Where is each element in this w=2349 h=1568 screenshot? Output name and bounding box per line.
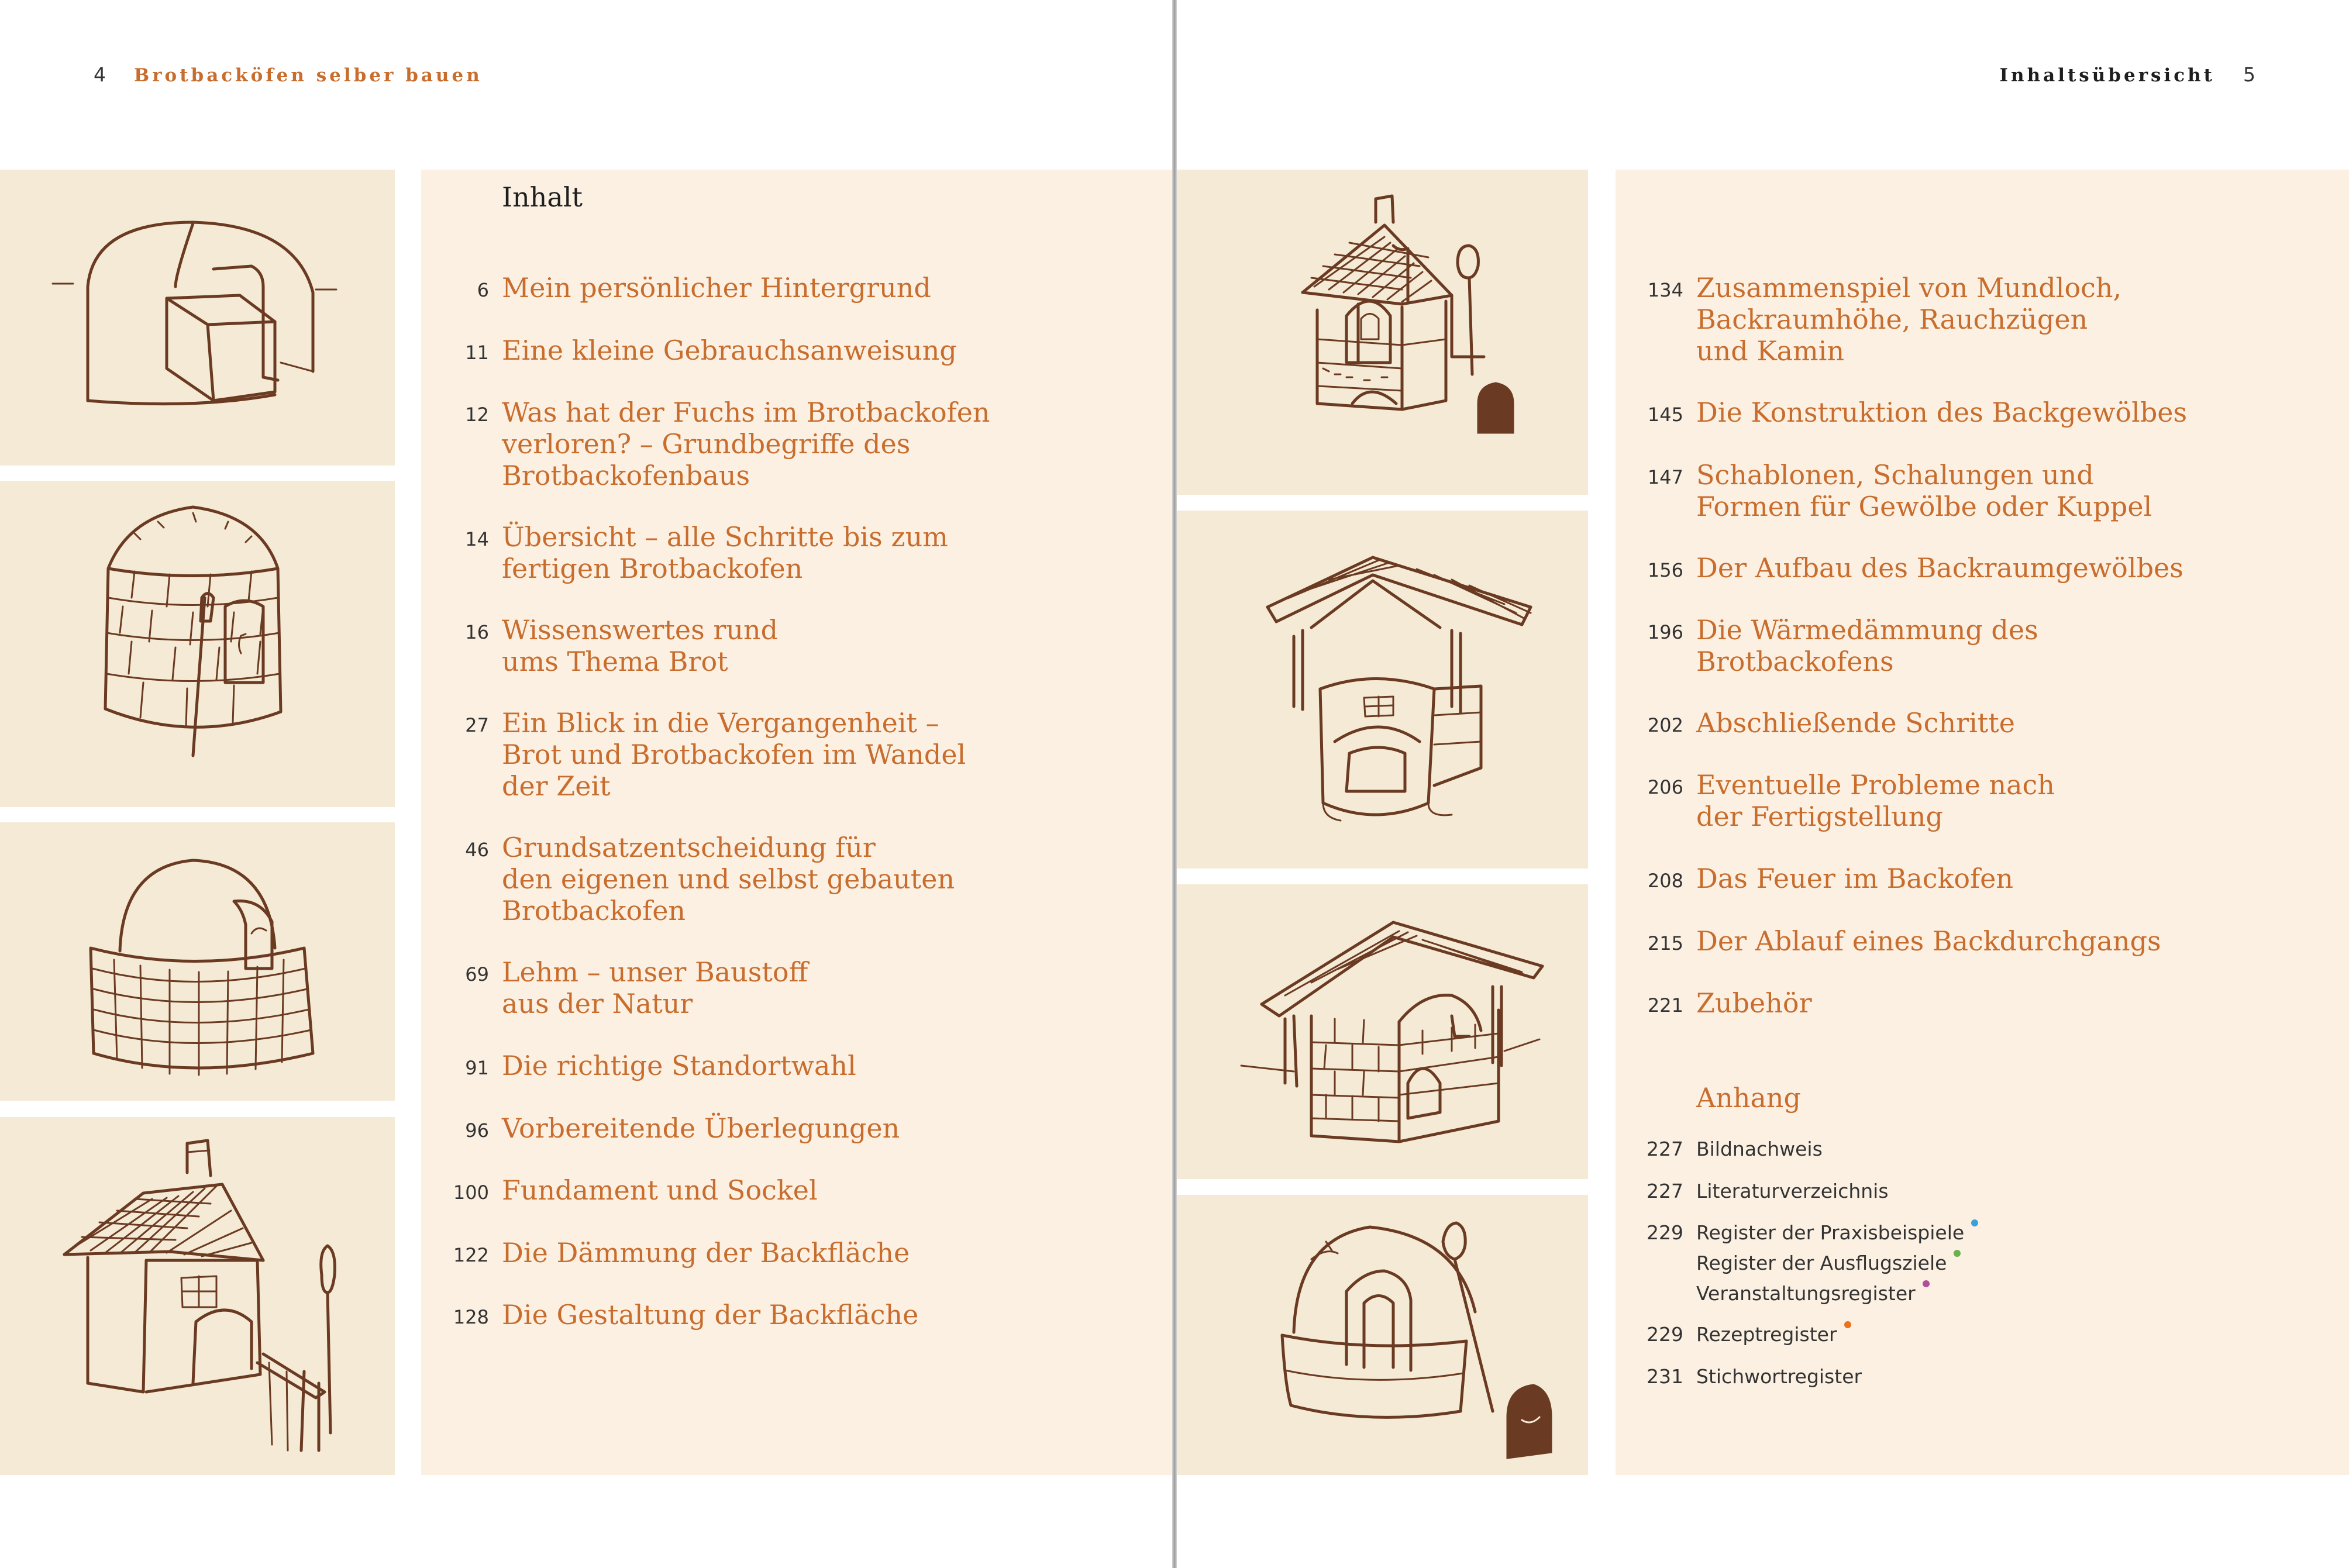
toc-entry-title: Fundament und Sockel	[502, 1174, 818, 1206]
toc-page-number: 122	[453, 1244, 489, 1266]
toc-entry-title: Die richtige Standortwahl	[502, 1050, 856, 1081]
toc-entry[interactable]	[414, 1237, 910, 1269]
appendix-entry[interactable]	[1609, 1138, 1823, 1160]
appendix-page-number: 229	[1647, 1323, 1683, 1346]
toc-entry[interactable]	[414, 956, 808, 1019]
category-dot-icon	[1844, 1321, 1851, 1328]
toc-entry[interactable]	[414, 614, 778, 677]
toc-page-number: 147	[1647, 466, 1683, 488]
toc-page-number: 14	[465, 528, 489, 550]
illustration-house-oven	[0, 1117, 395, 1475]
toc-page-number: 128	[453, 1306, 489, 1328]
left-page-number: 4	[94, 63, 106, 86]
toc-entry[interactable]	[1609, 863, 2013, 894]
toc-entry-title: Mein persönlicher Hintergrund	[502, 272, 931, 304]
toc-entry-title: Der Ablauf eines Backdurchgangs	[1696, 925, 2161, 957]
toc-entry-title: Zubehör	[1696, 987, 1812, 1019]
toc-page-number: 100	[453, 1181, 489, 1204]
toc-entry-title: Der Aufbau des Backraumgewölbes	[1696, 552, 2183, 584]
toc-page-number: 196	[1647, 621, 1683, 643]
toc-entry-title: Wissenswertes rund ums Thema Brot	[502, 614, 779, 677]
toc-entry[interactable]	[1609, 707, 2015, 739]
toc-page-number: 145	[1647, 404, 1683, 426]
toc-entry-title: Abschließende Schritte	[1696, 707, 2015, 739]
appendix-page-number: 227	[1647, 1138, 1683, 1160]
open-roof-oven-drawing	[1177, 884, 1588, 1179]
appendix-entry[interactable]	[1609, 1365, 1862, 1388]
toc-entry[interactable]	[1609, 552, 2183, 584]
appendix-entry[interactable]	[1609, 1323, 1851, 1346]
toc-entry[interactable]	[1609, 769, 2055, 832]
toc-page-number: 11	[465, 342, 489, 364]
toc-entry[interactable]	[414, 1299, 918, 1331]
illustration-roofed-oven	[1177, 511, 1588, 869]
section-title: Inhaltsübersicht	[1999, 65, 2215, 86]
appendix-entry-title: Bildnachweis	[1696, 1138, 1823, 1160]
toc-entry[interactable]	[1609, 987, 1812, 1019]
toc-entry[interactable]	[414, 1174, 818, 1206]
toc-page-number: 215	[1647, 932, 1683, 954]
toc-entry-title: Die Dämmung der Backfläche	[502, 1237, 910, 1269]
toc-entry-title: Die Wärmedämmung des Brotbackofens	[1696, 614, 2038, 677]
roofed-oven-drawing	[1177, 511, 1588, 869]
toc-page-number: 96	[465, 1119, 489, 1142]
toc-heading: Inhalt	[502, 181, 583, 213]
category-dot-icon	[1954, 1250, 1961, 1257]
toc-page-number: 91	[465, 1057, 489, 1079]
illustration-stone-oven	[0, 481, 395, 807]
toc-entry[interactable]	[414, 272, 931, 304]
appendix-page-number: 229	[1647, 1221, 1683, 1244]
dome-oven-drawing	[1177, 1195, 1588, 1475]
appendix-entry-title: Rezeptregister	[1696, 1323, 1837, 1346]
toc-entry[interactable]	[414, 521, 948, 584]
toc-page-number: 134	[1647, 279, 1683, 301]
toc-entry-title: Grundsatzentscheidung für den eigenen und selbst gebauten Brotbackofen	[502, 832, 955, 926]
appendix-entry[interactable]	[1609, 1221, 1978, 1244]
toc-entry[interactable]	[414, 707, 966, 802]
toc-page-number: 202	[1647, 714, 1683, 736]
toc-page-number: 221	[1647, 994, 1683, 1016]
toc-entry[interactable]	[1609, 614, 2038, 677]
illustration-open-roof-oven	[1177, 884, 1588, 1179]
toc-entry[interactable]	[414, 1050, 856, 1081]
right-running-head	[2000, 63, 2255, 86]
toc-page-number: 206	[1647, 776, 1683, 798]
toc-entry[interactable]	[1609, 925, 2161, 957]
toc-entry[interactable]	[1609, 397, 2187, 428]
toc-entry[interactable]	[1609, 459, 2152, 522]
category-dot-icon	[1923, 1280, 1930, 1287]
toc-entry-title: Ein Blick in die Vergangenheit – Brot und Brotbackofen im Wandel der Zeit	[502, 707, 966, 802]
book-gutter	[1172, 0, 1177, 1568]
toc-page-number: 208	[1647, 870, 1683, 892]
toc-entry[interactable]	[414, 1112, 900, 1144]
clay-oven-drawing	[0, 170, 395, 466]
toc-entry-title: Das Feuer im Backofen	[1696, 863, 2014, 894]
illustration-wicker-oven	[0, 822, 395, 1101]
appendix-page-number: 227	[1647, 1180, 1683, 1202]
appendix-heading: Anhang	[1696, 1082, 1801, 1114]
appendix-entry[interactable]	[1609, 1180, 1889, 1202]
wicker-oven-drawing	[0, 822, 395, 1101]
toc-entry-title: Vorbereitende Überlegungen	[502, 1112, 900, 1144]
toc-page-number: 46	[465, 839, 489, 861]
toc-page-number: 16	[465, 621, 489, 643]
right-page-number: 5	[2243, 63, 2255, 86]
illustration-clay-oven	[0, 170, 395, 466]
toc-page-number: 69	[465, 963, 489, 985]
toc-entry-title: Eventuelle Probleme nach der Fertigstellung	[1696, 769, 2055, 832]
toc-entry-title: Lehm – unser Baustoff aus der Natur	[502, 956, 808, 1019]
left-running-head	[94, 63, 483, 86]
toc-entry[interactable]	[1609, 272, 2121, 367]
appendix-entry[interactable]	[1609, 1252, 1961, 1274]
tiled-oven-drawing	[1177, 170, 1588, 495]
toc-entry-title: Zusammenspiel von Mundloch, Backraumhöhe, Rauchzügen und Kamin	[1696, 272, 2122, 367]
stone-oven-drawing	[0, 481, 395, 807]
appendix-page-number: 231	[1647, 1365, 1683, 1388]
toc-entry-title: Schablonen, Schalungen und Formen für Gewölbe oder Kuppel	[1696, 459, 2152, 522]
toc-page-number: 27	[465, 714, 489, 736]
appendix-entry-title: Veranstaltungsregister	[1696, 1282, 1916, 1305]
house-oven-drawing	[0, 1117, 395, 1475]
illustration-dome-oven	[1177, 1195, 1588, 1475]
appendix-entry[interactable]	[1609, 1282, 1930, 1305]
category-dot-icon	[1971, 1219, 1978, 1226]
toc-entry-title: Die Gestaltung der Backfläche	[502, 1299, 919, 1331]
toc-entry-title: Eine kleine Gebrauchsanweisung	[502, 335, 957, 366]
toc-entry[interactable]	[414, 397, 990, 491]
toc-page-number: 6	[477, 279, 489, 301]
toc-entry[interactable]	[414, 335, 957, 366]
book-title: Brotbacköfen selber bauen	[134, 65, 483, 86]
appendix-entry-title: Register der Ausflugsziele	[1696, 1252, 1947, 1274]
illustration-tiled-oven	[1177, 170, 1588, 495]
toc-entry-title: Was hat der Fuchs im Brotbackofen verloren? – Grundbegriffe des Brotbackofenbaus	[502, 397, 990, 491]
appendix-entry-title: Stichwortregister	[1696, 1365, 1862, 1388]
appendix-entry-title: Register der Praxisbeispiele	[1696, 1221, 1965, 1244]
appendix-entry-title: Literaturverzeichnis	[1696, 1180, 1889, 1202]
toc-entry-title: Übersicht – alle Schritte bis zum fertigen Brotbackofen	[502, 521, 948, 584]
toc-page-number: 12	[465, 404, 489, 426]
toc-entry[interactable]	[414, 832, 955, 926]
toc-entry-title: Die Konstruktion des Backgewölbes	[1696, 397, 2188, 428]
toc-page-number: 156	[1647, 559, 1683, 581]
